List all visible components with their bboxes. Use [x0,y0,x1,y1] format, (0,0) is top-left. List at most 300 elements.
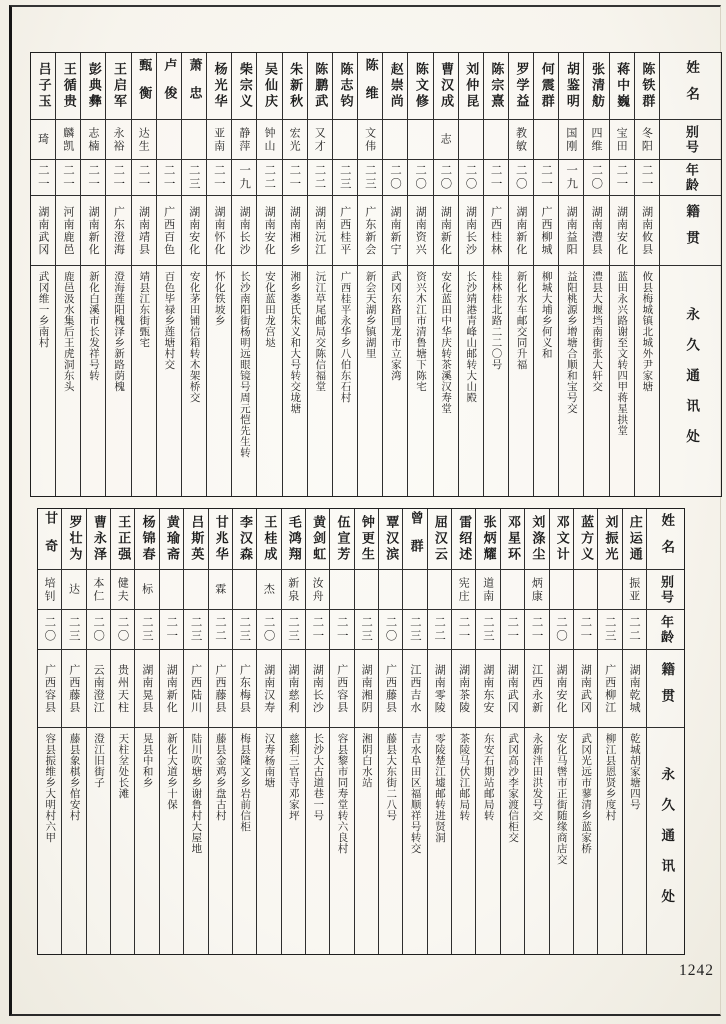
native-place-cell [459,195,483,265]
native-place-cell [610,195,634,265]
alias-cell [38,569,61,609]
name-cell-text: 赵崇尚 [387,62,403,110]
name-cell [207,53,231,119]
native-place-cell-text: 江西永新 [530,663,544,714]
address-cell-text: 蓝田永兴路谢至文转四甲蒋星拱堂 [616,271,629,436]
address-cell-text: 湘阴白水站 [360,733,373,788]
name-cell [135,509,158,569]
native-place-cell-text: 广东澄海 [112,205,126,256]
name-cell [598,509,621,569]
native-place-cell-text: 广西藤县 [213,663,227,714]
address-cell [355,727,378,954]
alias-cell-text: 培钊 [43,576,57,603]
address-cell [610,265,634,496]
age-cell-text: 二三 [187,164,202,191]
name-cell-text: 黄瑜斋 [163,515,179,563]
address-cell [38,727,61,954]
address-cell [408,265,432,496]
alias-cell-text: 钟山 [262,126,276,153]
alias-cell [584,119,608,159]
native-place-cell-text: 湖南安化 [187,205,201,256]
address-cell [484,265,508,496]
age-cell-text: 二一 [489,164,504,191]
age-cell [209,609,232,649]
age-cell [559,159,583,195]
address-cell-text: 藤县大东街二八号 [385,733,398,821]
native-place-cell [81,195,105,265]
alias-cell [87,569,110,609]
native-place-cell-text: 湖南长沙 [311,663,325,714]
person-column [232,509,256,954]
age-cell [308,159,332,195]
name-cell [509,53,533,119]
alias-cell [452,569,475,609]
name-cell-text: 杨锦春 [139,515,155,563]
name-cell [610,53,634,119]
name-cell-text: 刘振光 [602,515,618,563]
alias-cell [358,119,382,159]
name-cell [62,509,85,569]
person-column [156,53,181,496]
address-cell-text: 汉寿杨南塘 [263,733,276,788]
person-column [382,53,407,496]
person-column [281,509,305,954]
native-place-cell [111,649,134,727]
native-place-cell-text: 湖南益阳 [565,205,579,256]
age-cell [207,159,231,195]
address-cell-text: 乾城胡家塘四号 [628,733,641,810]
header-column [646,509,684,954]
person-column [38,509,61,954]
person-column [357,53,382,496]
name-cell-text: 陈文修 [412,62,428,110]
address-cell-text: 长沙大古道巷一号 [312,733,325,821]
name-cell [87,509,110,569]
address-cell-text: 零陵楚江墟邮转进贤洞 [433,733,446,843]
age-cell-text: 二一 [311,616,326,643]
native-place-cell-text: 湖南汉寿 [262,663,276,714]
age-cell [135,609,158,649]
address-cell-text: 容县振维乡大明村六甲 [44,733,57,843]
person-column [533,53,558,496]
name-cell-text: 柴宗义 [236,62,252,110]
native-place-cell [452,649,475,727]
person-column [332,53,357,496]
name-cell-text: 李汉森 [237,515,253,563]
alias-cell-text: 宝田 [615,126,629,153]
header-name-text: 姓名 [658,512,675,566]
native-place-cell [383,195,407,265]
alias-cell [403,569,426,609]
person-column [80,53,105,496]
roster-table-top [30,52,722,497]
alias-cell [598,569,621,609]
person-column [433,53,458,496]
native-place-cell [623,649,646,727]
header-native-text: 籍贯 [658,662,675,715]
name-cell-text: 屈汉云 [431,515,447,563]
native-place-cell [525,649,548,727]
age-cell [434,159,458,195]
address-cell [62,727,85,954]
alias-cell [330,569,353,609]
name-cell [452,509,475,569]
age-cell [358,159,382,195]
address-cell-text: 新化白溪市长发祥号转 [87,271,100,381]
alias-cell [306,569,329,609]
name-cell [623,509,646,569]
alias-cell [525,569,548,609]
person-column [402,509,426,954]
name-cell-text: 邓文计 [553,515,569,563]
address-cell [584,265,608,496]
age-cell-text: 二二 [433,616,448,643]
native-place-cell [257,195,281,265]
name-cell-text: 何震群 [538,62,554,110]
alias-cell-text: 志楠 [86,126,100,153]
native-place-cell-text: 湖南长沙 [464,205,478,256]
name-cell [459,53,483,119]
native-place-cell [330,649,353,727]
address-cell [283,265,307,496]
name-cell [308,53,332,119]
name-cell-text: 卢俊 [161,58,177,114]
page-number: 1242 [679,962,714,979]
alias-cell-text: 亚南 [212,126,226,153]
person-column [61,509,85,954]
native-place-cell-text: 广西百色 [162,205,176,256]
name-cell [550,509,573,569]
address-cell-text: 沅江草尾邮局交陈信福堂 [314,271,327,392]
person-column [208,509,232,954]
alias-cell [408,119,432,159]
alias-cell [232,119,256,159]
age-cell [111,609,134,649]
age-cell [232,159,256,195]
alias-cell [501,569,524,609]
alias-cell-text: 静萍 [237,126,251,153]
native-place-cell-text: 广西柳城 [539,205,553,256]
header-address [647,727,684,954]
name-cell [333,53,357,119]
native-place-cell [598,649,621,727]
address-cell [509,265,533,496]
alias-cell [56,119,80,159]
person-column [159,509,183,954]
age-cell [38,609,61,649]
native-place-cell [484,195,508,265]
age-cell [428,609,451,649]
person-column [134,509,158,954]
age-cell [31,159,55,195]
name-cell-text: 甘兆华 [212,515,228,563]
name-cell [434,53,458,119]
alias-cell-text: 又才 [313,126,327,153]
age-cell-text: 二三 [603,616,618,643]
alias-cell [559,119,583,159]
header-alias [660,119,721,159]
native-place-cell-text: 湖南澧县 [590,205,604,256]
age-cell-text: 二〇 [262,616,277,643]
name-cell-text: 朱新秋 [287,62,303,110]
alias-cell [106,119,130,159]
native-place-cell-text: 湖南靖县 [137,205,151,256]
native-place-cell-text: 广西柳江 [603,663,617,714]
native-place-cell-text: 湖南新宁 [389,205,403,256]
age-cell-text: 二一 [539,164,554,191]
address-cell [132,265,156,496]
native-place-cell-text: 湖南安化 [263,205,277,256]
name-cell [635,53,659,119]
age-cell [623,609,646,649]
native-place-cell [408,195,432,265]
age-cell-text: 二〇 [514,164,529,191]
name-cell [56,53,80,119]
native-place-cell [207,195,231,265]
native-place-cell [534,195,558,265]
native-place-cell [209,649,232,727]
alias-cell [283,119,307,159]
name-cell [157,53,181,119]
address-cell-text: 武冈高沙李家渡信柜交 [507,733,520,843]
native-place-cell [31,195,55,265]
name-cell [476,509,499,569]
address-cell-text: 资兴木江市清鲁塘下陈宅 [414,271,427,392]
name-cell [160,509,183,569]
native-place-cell-text: 湖南乾城 [628,663,642,714]
alias-cell [534,119,558,159]
age-cell [379,609,402,649]
age-cell [550,609,573,649]
native-place-cell-text: 湖南新化 [165,663,179,714]
header-age [660,159,721,195]
alias-cell [428,569,451,609]
age-cell-text: 二三 [140,616,155,643]
person-column [131,53,156,496]
age-cell-text: 一九 [565,164,580,191]
address-cell-text: 柳江县恩贤乡度村 [604,733,617,821]
address-cell [135,727,158,954]
age-cell [484,159,508,195]
name-cell [358,53,382,119]
address-cell [598,727,621,954]
address-cell [182,265,206,496]
name-cell-text: 邓星环 [505,515,520,563]
native-place-cell [38,649,61,727]
name-cell [408,53,432,119]
name-cell [233,509,256,569]
age-cell [233,609,256,649]
native-place-cell [306,649,329,727]
address-cell [635,265,659,496]
alias-cell-text: 四维 [590,126,604,153]
header-age [647,609,684,649]
native-place-cell [635,195,659,265]
address-cell-text: 藤县象棋乡倌安村 [68,733,81,821]
alias-cell-text: 道南 [481,576,495,603]
alias-cell [550,569,573,609]
address-cell-text: 安化蓝田中华庆转茶溪汉寿堂 [440,271,453,414]
name-cell [330,509,353,569]
native-place-cell-text: 湖南长沙 [238,205,252,256]
alias-cell-text: 永裕 [112,126,126,153]
age-cell-text: 二二 [213,616,228,643]
name-cell [81,53,105,119]
alias-cell-text: 新泉 [286,576,300,603]
native-place-cell-text: 湖南东安 [481,663,495,714]
alias-cell-text: 冬阳 [640,126,654,153]
person-column [231,53,256,496]
name-cell-text: 蓝方义 [578,515,594,563]
address-cell-text: 新化大道乡十保 [166,733,179,810]
age-cell-text: 二〇 [464,164,479,191]
name-cell [38,509,61,569]
address-cell-text: 武冈光远市蓼清乡蓝家桥 [580,733,593,854]
name-cell [257,509,280,569]
alias-cell [111,569,134,609]
alias-cell-text: 宪庄 [457,576,471,603]
name-cell-text: 陈维 [362,58,378,114]
alias-cell [610,119,634,159]
alias-cell-text: 志 [439,133,453,146]
name-cell-text: 陈铁群 [639,62,655,110]
age-cell [408,159,432,195]
age-cell [132,159,156,195]
age-cell-text: 二一 [615,164,630,191]
age-cell-text: 二三 [189,616,204,643]
alias-cell [182,119,206,159]
alias-cell [484,119,508,159]
age-cell-text: 二〇 [43,616,58,643]
name-cell [501,509,524,569]
alias-cell [383,119,407,159]
alias-cell-text: 霖 [213,583,227,596]
age-cell-text: 二三 [360,616,375,643]
person-column [110,509,134,954]
header-alias-text: 别号 [657,574,673,605]
address-cell-text: 长沙靖港青峰山邮转大山殿 [465,271,478,403]
person-column [305,509,329,954]
name-cell-text: 覃汉滨 [383,515,399,563]
native-place-cell-text: 广东新会 [363,205,377,256]
name-cell [182,53,206,119]
name-cell [559,53,583,119]
age-cell [81,159,105,195]
native-place-cell [308,195,332,265]
name-cell-text: 萧忠 [186,58,202,114]
age-cell-text: 二一 [506,616,521,643]
age-cell-text: 二〇 [439,164,454,191]
address-cell [87,727,110,954]
age-cell [534,159,558,195]
name-cell [106,53,130,119]
address-cell-text: 攸县梅城镇北城外尹家塘 [641,271,654,392]
person-column [307,53,332,496]
person-column [282,53,307,496]
name-cell [31,53,55,119]
name-cell-text: 黄剑虹 [310,515,326,563]
native-place-cell [282,649,305,727]
alias-cell-text: 炳康 [530,576,544,603]
alias-cell-text: 健夫 [116,576,130,603]
address-cell [257,265,281,496]
name-cell [283,53,307,119]
age-cell-text: 二一 [61,164,76,191]
address-cell-text: 天柱坌处长滩 [117,733,130,799]
address-cell-text: 澧县大堰垱南街张大轩交 [591,271,604,392]
age-cell [56,159,80,195]
native-place-cell-text: 湖南武冈 [36,205,50,256]
person-column [354,509,378,954]
native-place-cell [358,195,382,265]
person-column [183,509,207,954]
alias-cell-text: 汝舟 [311,576,325,603]
native-place-cell [233,649,256,727]
name-cell-text: 甘奇 [42,511,58,567]
name-cell [282,509,305,569]
name-cell-text: 伍宣芳 [334,515,350,563]
name-cell-text: 杨光华 [211,62,227,110]
age-cell-text: 二三 [363,164,378,191]
alias-cell [333,119,357,159]
age-cell [355,609,378,649]
address-cell [157,265,181,496]
header-alias [647,569,684,609]
age-cell [509,159,533,195]
alias-cell-text: 振亚 [627,576,641,603]
address-cell [209,727,232,954]
native-place-cell [333,195,357,265]
age-cell-text: 二三 [67,616,82,643]
address-cell [428,727,451,954]
native-place-cell-text: 湖南武冈 [579,663,593,714]
name-cell-text: 吕子玉 [35,62,51,110]
native-place-cell-text: 湖南湘乡 [288,205,302,256]
address-cell [452,727,475,954]
native-place-cell [87,649,110,727]
name-cell [383,53,407,119]
name-cell [574,509,597,569]
age-cell [184,609,207,649]
address-cell-text: 怀化铁坡乡 [213,271,226,326]
name-cell [379,509,402,569]
alias-cell-text: 国刚 [564,126,578,153]
native-place-cell [184,649,207,727]
age-cell [635,159,659,195]
age-cell [257,159,281,195]
name-cell-text: 罗壮为 [66,515,82,563]
person-column [524,509,548,954]
name-cell-text: 钟更生 [358,515,374,563]
alias-cell [623,569,646,609]
age-cell-text: 二〇 [414,164,429,191]
native-place-cell [160,649,183,727]
address-cell-text: 广西桂平永华乡八伯东石村 [339,271,352,403]
native-place-cell-text: 河南鹿邑 [62,205,75,256]
age-cell-text: 二一 [36,164,51,191]
age-cell-text: 二二 [628,616,643,643]
alias-cell [379,569,402,609]
address-cell [106,265,130,496]
header-name [660,53,721,119]
age-cell-text: 二三 [408,616,423,643]
address-cell [257,727,280,954]
native-place-cell-text: 湖南新化 [439,205,453,256]
header-address [660,265,721,496]
address-cell-text: 武冈东路回龙市立家湾 [389,271,402,381]
name-cell-text: 庄运通 [626,515,642,563]
table-area [30,52,722,980]
